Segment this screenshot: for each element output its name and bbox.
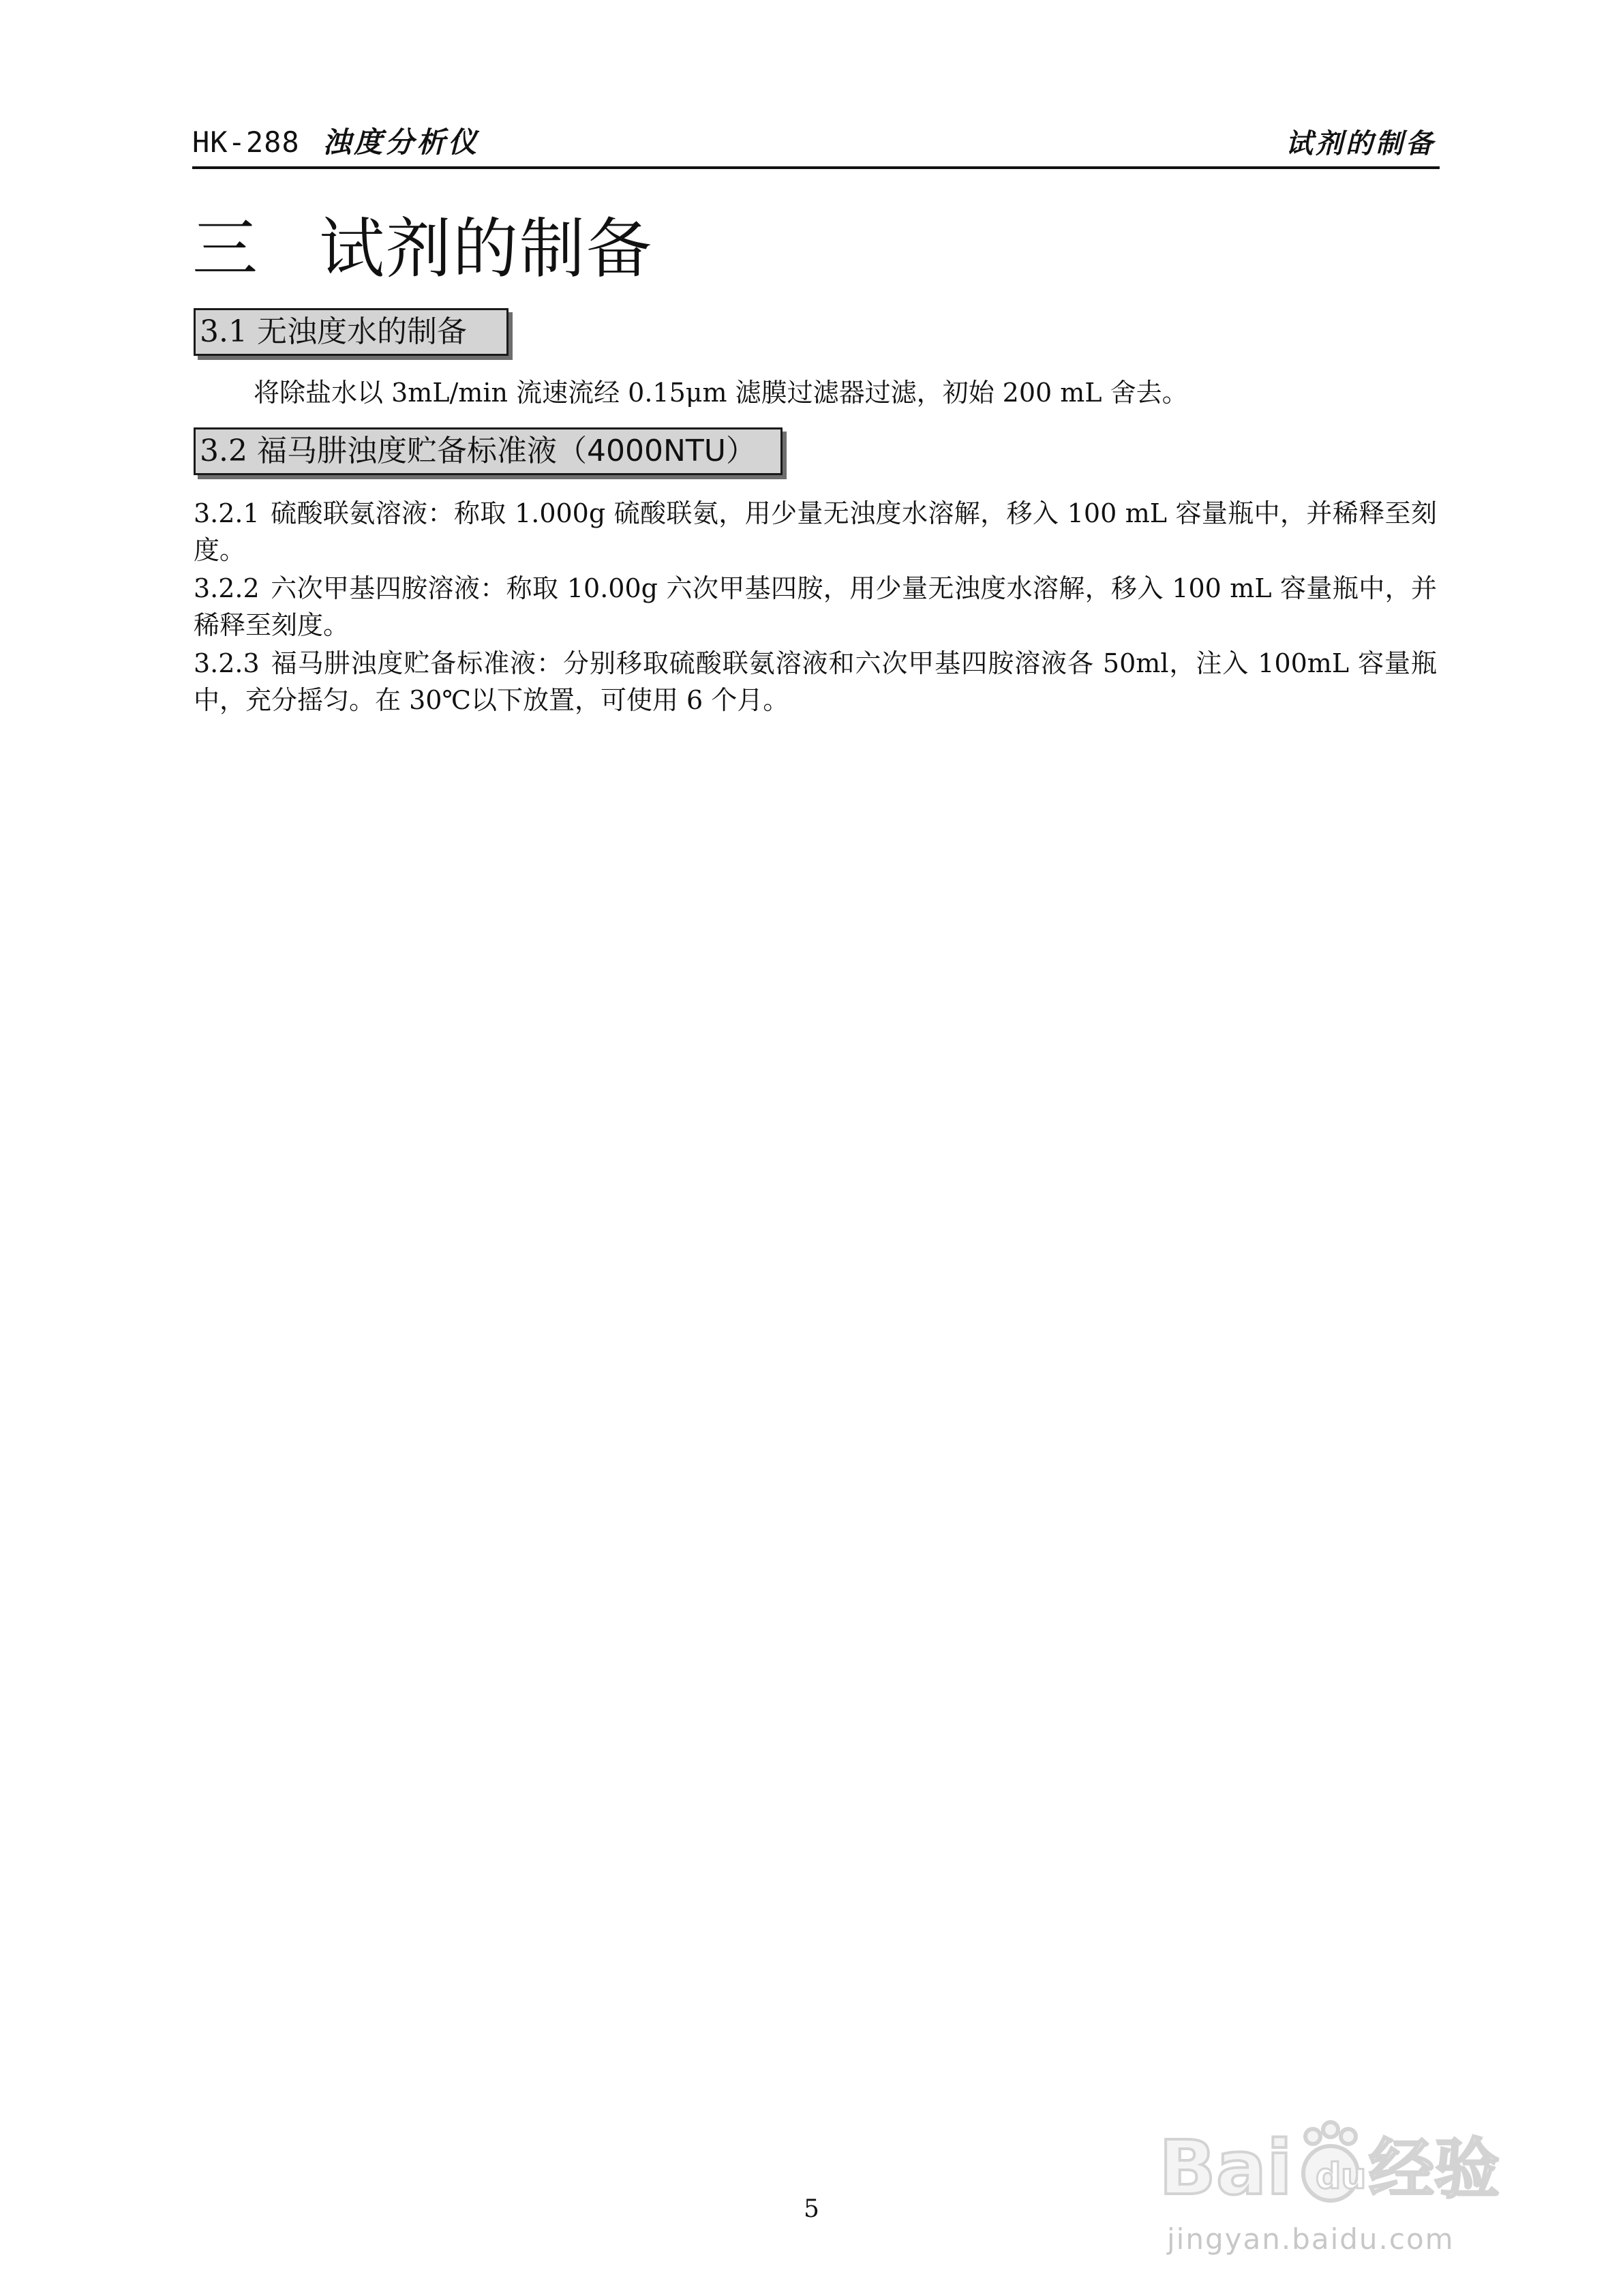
list-item (194, 495, 1437, 569)
chapter-number: 三 (192, 211, 259, 287)
section-heading-3-2 (194, 427, 783, 475)
header-product: 浊度分析仪 (322, 125, 480, 159)
baidu-jingyan-logo (1152, 2113, 1534, 2222)
item-number: 3.2.1 (194, 498, 260, 528)
header-section: 试剂的制备 (1286, 128, 1436, 160)
svg-text:经验: 经验 (1369, 2131, 1500, 2207)
section-title: 无浊度水的制备 (256, 314, 467, 349)
page-number: 5 (804, 2195, 819, 2223)
item-text: 硫酸联氨溶液：称取 1.000g 硫酸联氨，用少量无浊度水溶解，移入 100 mL 容量瓶中，并稀释至刻度。 (194, 498, 1437, 565)
section-number: 3.2 (200, 434, 247, 468)
svg-text:du: du (1316, 2156, 1367, 2197)
section-title: 福马肼浊度贮备标准液（4000NTU） (256, 434, 756, 468)
svg-text:Bai: Bai (1159, 2124, 1292, 2211)
chapter-title-text: 试剂的制备 (319, 211, 653, 287)
item-number: 3.2.2 (194, 573, 260, 603)
chapter-title (192, 208, 653, 290)
section-heading-3-1 (194, 308, 509, 356)
section-paragraph: 将除盐水以 3mL/min 流速流经 0.15μm 滤膜过滤器过滤，初始 200 mL 舍去。 (254, 378, 1188, 408)
list-item (194, 570, 1437, 644)
section-number: 3.1 (200, 314, 247, 349)
list-item (194, 645, 1437, 719)
item-text: 福马肼浊度贮备标准液：分别移取硫酸联氨溶液和六次甲基四胺溶液各 50ml，注入 100mL 容量瓶中，充分摇匀。在 30℃以下放置，可使用 6 个月。 (194, 648, 1437, 715)
item-number: 3.2.3 (194, 648, 260, 678)
page-header (192, 116, 1440, 169)
header-model: HK-288 (192, 125, 300, 159)
item-text: 六次甲基四胺溶液：称取 10.00g 六次甲基四胺，用少量无浊度水溶解，移入 100 mL 容量瓶中，并稀释至刻度。 (194, 573, 1437, 640)
watermark (1152, 2113, 1534, 2263)
header-left (192, 120, 479, 161)
watermark-url: jingyan.baidu.com (1167, 2222, 1455, 2256)
